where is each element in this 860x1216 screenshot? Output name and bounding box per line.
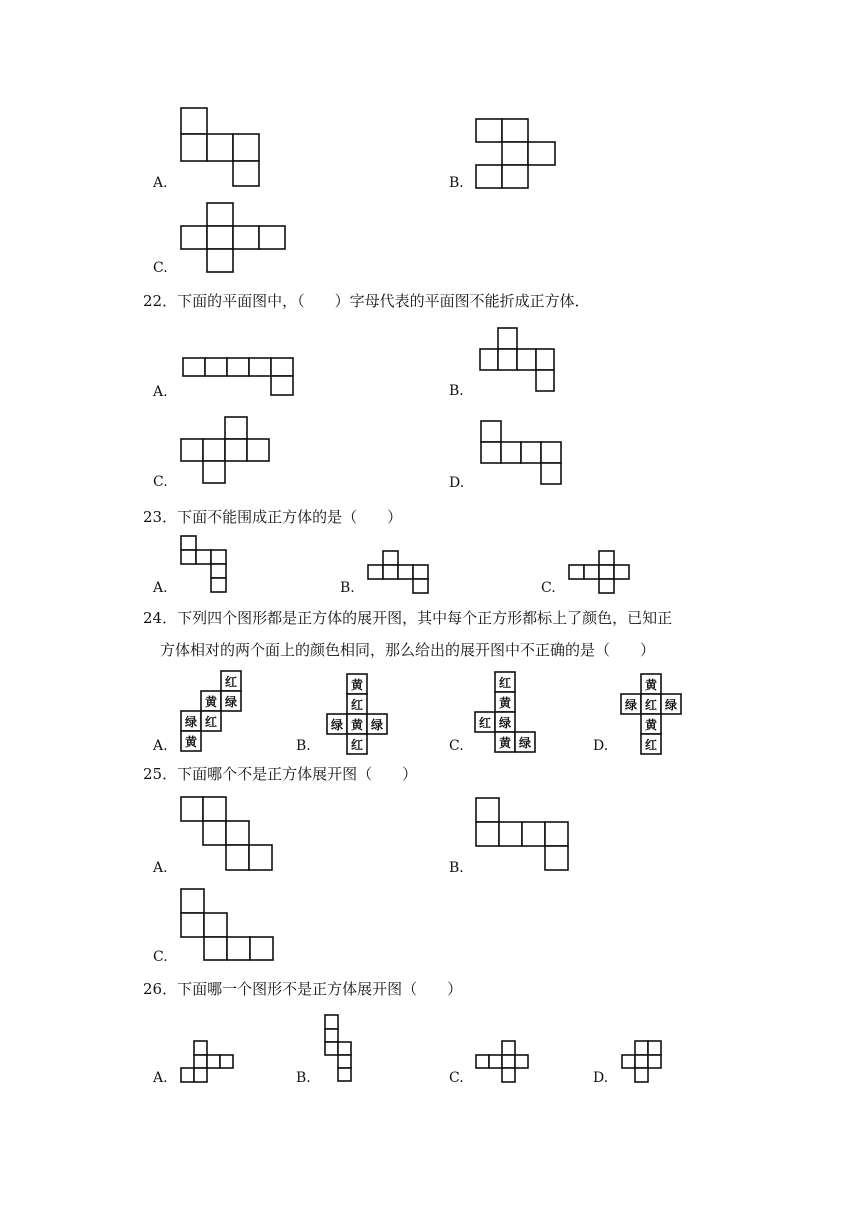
q24-c-face-1: 红 <box>499 676 512 690</box>
q24-a-face-5: 红 <box>205 715 218 729</box>
net-square <box>259 226 285 249</box>
q26-label-a: A. <box>153 1070 168 1086</box>
net-square <box>226 821 249 845</box>
net-square <box>584 565 599 579</box>
net-square <box>181 797 203 821</box>
net-square <box>194 1055 207 1068</box>
net-square <box>521 442 541 463</box>
net-square <box>250 937 273 960</box>
net-square <box>338 1055 351 1068</box>
net-square <box>249 845 272 870</box>
q25-net-c <box>180 888 275 962</box>
q26-net-b <box>324 1014 356 1084</box>
net-square <box>635 1041 648 1055</box>
net-square <box>536 370 554 391</box>
q24-a-face-4: 绿 <box>185 715 198 729</box>
q22-label-c: C. <box>153 474 168 490</box>
net-square <box>648 1055 661 1068</box>
q21-label-b: B. <box>449 175 464 191</box>
net-square <box>480 349 498 370</box>
net-square <box>545 846 568 870</box>
net-square <box>383 565 398 579</box>
net-square <box>599 551 614 565</box>
net-square <box>203 821 226 845</box>
net-square <box>501 442 521 463</box>
q26-stem: 26．下面哪一个图形不是正方体展开图（ ） <box>143 980 463 998</box>
net-square <box>181 913 204 937</box>
net-square <box>476 119 502 142</box>
net-square <box>489 1055 502 1068</box>
q24-label-c: C. <box>449 738 464 754</box>
q24-c-face-2: 黄 <box>499 696 512 710</box>
q23-label-b: B. <box>340 580 355 596</box>
net-square <box>203 797 226 821</box>
q24-label-a: A. <box>153 738 168 754</box>
net-square <box>205 358 227 376</box>
q24-a-face-3: 绿 <box>225 695 238 709</box>
q22-stem: 22．下面的平面图中，（ ）字母代表的平面图不能折成正方体． <box>143 292 590 310</box>
q22-label-a: A. <box>153 384 168 400</box>
q21-net-c <box>180 202 288 274</box>
q25-label-a: A. <box>153 860 168 876</box>
q23-label-a: A. <box>153 580 168 596</box>
net-square <box>181 889 204 913</box>
q24-c-face-4: 绿 <box>499 716 512 730</box>
net-square <box>476 798 499 822</box>
q24-b-face-3: 绿 <box>331 718 344 732</box>
net-square <box>271 358 293 376</box>
net-square <box>502 1068 515 1082</box>
net-square <box>325 1029 338 1042</box>
net-square <box>648 1041 661 1055</box>
q26-net-c <box>475 1040 533 1085</box>
net-square <box>545 822 568 846</box>
net-square <box>220 1055 233 1068</box>
q21-label-c: C. <box>153 260 168 276</box>
net-square <box>541 463 561 484</box>
net-square <box>225 439 247 461</box>
net-square <box>569 565 584 579</box>
q24-net-b <box>326 673 392 757</box>
q24-d-face-2: 绿 <box>625 698 638 712</box>
q26-label-c: C. <box>449 1070 464 1086</box>
net-square <box>181 134 207 161</box>
net-square <box>247 439 269 461</box>
q22-label-d: D. <box>449 475 465 491</box>
net-square <box>226 845 249 870</box>
q26-label-d: D. <box>593 1070 609 1086</box>
q24-d-face-4: 绿 <box>665 698 678 712</box>
net-square <box>181 1068 194 1082</box>
net-square <box>599 565 614 579</box>
net-square <box>481 421 501 442</box>
q24-net-c <box>474 671 540 755</box>
q22-label-b: B. <box>449 383 464 399</box>
q22-net-b <box>479 327 557 393</box>
net-square <box>203 439 225 461</box>
net-square <box>211 578 226 592</box>
net-square <box>325 1015 338 1029</box>
q24-b-face-4: 黄 <box>351 718 364 732</box>
q24-b-face-1: 黄 <box>351 678 364 692</box>
net-square <box>204 937 227 960</box>
net-square <box>271 376 293 395</box>
net-square <box>498 328 517 349</box>
net-square <box>622 1055 635 1068</box>
net-square <box>181 226 207 249</box>
net-square <box>541 442 561 463</box>
q24-b-face-5: 绿 <box>371 718 384 732</box>
net-square <box>502 142 528 165</box>
net-square <box>181 536 196 550</box>
q25-stem: 25．下面哪个不是正方体展开图（ ） <box>143 765 418 783</box>
net-square <box>183 358 205 376</box>
net-square <box>476 165 502 188</box>
q25-label-c: C. <box>153 949 168 965</box>
q24-d-face-6: 红 <box>645 738 658 752</box>
q24-d-face-1: 黄 <box>645 678 658 692</box>
q24-stem-line1: 24．下列四个图形都是正方体的展开图，其中每个正方形都标上了颜色，已知正 <box>143 609 673 627</box>
q23-net-c <box>568 550 634 596</box>
net-square <box>196 550 211 564</box>
net-square <box>383 551 398 565</box>
net-square <box>225 417 247 439</box>
net-square <box>502 1055 515 1068</box>
net-square <box>181 439 203 461</box>
q22-net-c <box>180 416 272 486</box>
net-square <box>211 564 226 578</box>
net-square <box>502 119 528 142</box>
q24-stem-line2: 方体相对的两个面上的颜色相同，那么给出的展开图中不正确的是（ ） <box>160 641 656 659</box>
q26-net-d <box>621 1040 667 1085</box>
q22-net-d <box>480 420 564 486</box>
net-square <box>522 822 545 846</box>
q26-label-b: B. <box>296 1070 311 1086</box>
net-square <box>325 1042 338 1055</box>
net-square <box>502 165 528 188</box>
net-square <box>413 565 428 579</box>
net-square <box>635 1055 648 1068</box>
q25-net-a <box>180 796 275 874</box>
q23-stem: 23．下面不能围成正方体的是（ ） <box>143 508 403 526</box>
net-square <box>515 1055 528 1068</box>
net-square <box>476 822 499 846</box>
net-square <box>194 1041 207 1055</box>
net-square <box>476 1055 489 1068</box>
q24-c-face-6: 绿 <box>519 736 532 750</box>
net-square <box>498 349 517 370</box>
net-square <box>398 565 413 579</box>
q24-b-face-2: 红 <box>351 698 364 712</box>
net-square <box>211 550 226 564</box>
net-square <box>207 203 233 226</box>
net-square <box>338 1042 351 1055</box>
q24-a-face-2: 黄 <box>205 695 218 709</box>
net-square <box>481 442 501 463</box>
net-square <box>203 461 225 483</box>
net-square <box>614 565 629 579</box>
net-square <box>227 358 249 376</box>
net-square <box>413 579 428 593</box>
net-square <box>207 1055 220 1068</box>
q23-net-a <box>180 535 230 595</box>
q23-label-c: C. <box>541 580 556 596</box>
q26-net-a <box>180 1040 238 1085</box>
q24-label-b: B. <box>296 738 311 754</box>
q24-d-face-5: 黄 <box>645 718 658 732</box>
q24-b-face-6: 红 <box>351 738 364 752</box>
q24-net-a <box>180 670 246 754</box>
net-square <box>368 565 383 579</box>
net-square <box>181 108 207 134</box>
net-square <box>204 913 227 937</box>
q24-a-face-1: 红 <box>225 675 238 689</box>
q24-label-d: D. <box>593 738 609 754</box>
net-square <box>249 358 271 376</box>
q25-label-b: B. <box>449 860 464 876</box>
net-square <box>528 142 555 165</box>
net-square <box>599 579 614 593</box>
q23-net-b <box>367 550 433 596</box>
q21-net-a <box>180 107 260 187</box>
net-square <box>635 1068 648 1082</box>
net-square <box>338 1068 351 1081</box>
q24-c-face-5: 黄 <box>499 736 512 750</box>
net-square <box>207 226 233 249</box>
net-square <box>207 134 233 161</box>
net-square <box>181 550 196 564</box>
net-square <box>536 349 554 370</box>
net-square <box>233 226 259 249</box>
q24-a-face-6: 黄 <box>185 735 198 749</box>
net-square <box>227 937 250 960</box>
q24-d-face-3: 红 <box>645 698 658 712</box>
net-square <box>517 349 536 370</box>
q22-net-a <box>182 357 295 397</box>
net-square <box>207 249 233 272</box>
net-square <box>194 1068 207 1082</box>
net-square <box>233 134 259 161</box>
net-square <box>499 822 522 846</box>
net-square <box>502 1041 515 1055</box>
q21-net-b <box>475 118 557 190</box>
q25-net-b <box>475 797 571 873</box>
q21-label-a: A. <box>153 175 168 191</box>
q24-net-d <box>620 673 686 757</box>
q24-c-face-3: 红 <box>479 716 492 730</box>
net-square <box>233 161 259 186</box>
